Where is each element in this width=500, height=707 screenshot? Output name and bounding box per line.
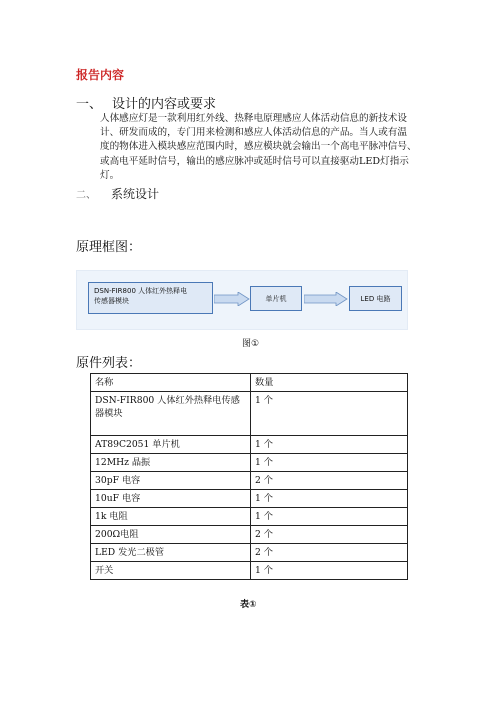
part-name: LED 发光二极管 xyxy=(91,544,251,562)
paragraph-line: 灯。 xyxy=(100,169,120,181)
table-row xyxy=(91,472,408,490)
block-diagram-title: 原理框图： xyxy=(76,240,142,255)
part-name: 30pF 电容 xyxy=(91,472,251,490)
mcu-box: 单片机 xyxy=(250,286,302,311)
table-caption: 表① xyxy=(240,600,257,610)
paragraph-line: 人体感应灯是一款利用红外线、热释电原理感应人体活动信息的新技术设 xyxy=(100,113,407,124)
paragraph-line: 或高电平延时信号，输出的感应脉冲或延时信号可以直接驱动LED灯指示 xyxy=(100,155,409,167)
table-row xyxy=(91,490,408,508)
part-name: DSN-FIR800 人体红外热释电传感器模块 xyxy=(91,392,251,436)
section1-number: 一、 xyxy=(76,97,103,112)
block-diagram xyxy=(76,270,408,330)
sensor-module-label-line2: 传感器模块 xyxy=(94,297,129,305)
sensor-module-box xyxy=(88,282,213,314)
part-quantity: 2 个 xyxy=(251,526,408,544)
part-quantity: 1 个 xyxy=(251,454,408,472)
part-name: 10uF 电容 xyxy=(91,490,251,508)
table-row xyxy=(91,508,408,526)
section2-number: 二、 xyxy=(76,190,96,201)
table-row xyxy=(91,562,408,580)
table-row xyxy=(91,436,408,454)
part-name: 1k 电阻 xyxy=(91,508,251,526)
table-row xyxy=(91,526,408,544)
sensor-module-label-line1: DSN-FIR800 人体红外热释电 xyxy=(94,287,188,295)
part-quantity: 1 个 xyxy=(251,490,408,508)
part-quantity: 2 个 xyxy=(251,544,408,562)
section1-paragraph xyxy=(100,112,424,183)
paragraph-line: 度的物体进入模块感应范围内时，感应模块就会输出一个高电平脉冲信号、 xyxy=(100,141,417,153)
led-circuit-box: LED 电路 xyxy=(349,286,402,311)
report-title: 报告内容 xyxy=(76,68,125,82)
part-name: 12MHz 晶振 xyxy=(91,454,251,472)
part-name: 开关 xyxy=(91,562,251,580)
parts-list-title: 原件列表： xyxy=(76,356,142,371)
part-name: 200Ω电阻 xyxy=(91,526,251,544)
part-name: AT89C2051 单片机 xyxy=(91,436,251,454)
arrow-icon xyxy=(214,292,250,306)
part-quantity: 1 个 xyxy=(251,562,408,580)
section2-title: 系统设计 xyxy=(111,187,160,201)
figure-caption: 图① xyxy=(242,339,260,349)
table-header-row xyxy=(91,374,408,392)
part-quantity: 1 个 xyxy=(251,436,408,454)
section1-title: 设计的内容或要求 xyxy=(112,97,217,112)
part-quantity: 2 个 xyxy=(251,472,408,490)
header-quantity: 数量 xyxy=(251,374,408,392)
table-row xyxy=(91,454,408,472)
paragraph-line: 计、研发而成的，专门用来检测和感应人体活动信息的产品。当人或有温 xyxy=(100,127,407,139)
parts-table xyxy=(90,373,408,580)
part-quantity: 1 个 xyxy=(251,392,408,436)
table-row xyxy=(91,392,408,436)
arrow-icon xyxy=(304,292,348,306)
section2-heading xyxy=(76,185,159,202)
header-name: 名称 xyxy=(91,374,251,392)
table-row xyxy=(91,544,408,562)
part-quantity: 1 个 xyxy=(251,508,408,526)
section1-heading xyxy=(76,93,216,112)
